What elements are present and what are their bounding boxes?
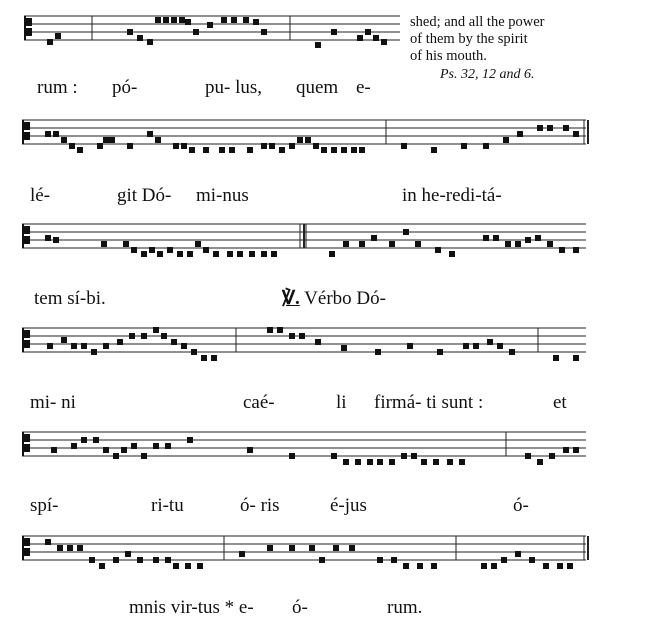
clef-mark xyxy=(24,330,30,338)
neume-note xyxy=(375,349,381,355)
neume-note xyxy=(343,241,349,247)
neume-note xyxy=(331,29,337,35)
neume-note xyxy=(193,29,199,35)
neume-note xyxy=(401,143,407,149)
neume-note xyxy=(153,327,159,333)
neume-note xyxy=(221,17,227,23)
neume-note xyxy=(449,251,455,257)
neume-note xyxy=(103,447,109,453)
lyric-syllable: quem xyxy=(296,77,339,98)
neume-note xyxy=(47,343,53,349)
neume-note xyxy=(403,229,409,235)
neume-note xyxy=(53,131,59,137)
neume-note xyxy=(165,443,171,449)
neume-note xyxy=(243,17,249,23)
neume-note xyxy=(433,459,439,465)
neume-note xyxy=(137,35,143,41)
neume-note xyxy=(557,563,563,569)
neume-note xyxy=(173,143,179,149)
clef-mark xyxy=(24,122,30,130)
neume-note xyxy=(45,131,51,137)
neume-note xyxy=(573,247,579,253)
neume-note xyxy=(67,545,73,551)
neume-note xyxy=(161,333,167,339)
neume-note xyxy=(57,545,63,551)
neume-note xyxy=(227,251,233,257)
neume-note xyxy=(71,443,77,449)
neume-note xyxy=(391,557,397,563)
neume-note xyxy=(195,241,201,247)
neume-note xyxy=(389,459,395,465)
neume-note xyxy=(261,251,267,257)
neume-note xyxy=(329,251,335,257)
lyric-syllable: git Dó- xyxy=(117,185,172,206)
neume-note xyxy=(197,563,203,569)
neume-note xyxy=(207,22,213,28)
neume-note xyxy=(431,563,437,569)
neume-note xyxy=(503,137,509,143)
neume-note xyxy=(77,545,83,551)
neume-note xyxy=(185,19,191,25)
lyric-syllable: pó- xyxy=(112,77,138,98)
clef-mark xyxy=(26,18,32,26)
neume-note xyxy=(407,343,413,349)
neume-note xyxy=(315,42,321,48)
neume-note xyxy=(341,345,347,351)
neume-note xyxy=(53,237,59,243)
neume-note xyxy=(103,137,109,143)
neume-note xyxy=(155,17,161,23)
lyric-syllable: rum : xyxy=(37,77,78,98)
neume-note xyxy=(459,459,465,465)
neume-note xyxy=(537,459,543,465)
neume-note xyxy=(543,563,549,569)
neume-note xyxy=(447,459,453,465)
neume-note xyxy=(319,557,325,563)
neume-note xyxy=(501,557,507,563)
lyric-syllable: ó- ris xyxy=(240,495,280,516)
neume-note xyxy=(167,247,173,253)
neume-note xyxy=(549,453,555,459)
neume-note xyxy=(537,125,543,131)
neume-note xyxy=(315,339,321,345)
neume-note xyxy=(201,355,207,361)
neume-note xyxy=(421,459,427,465)
neume-note xyxy=(563,447,569,453)
lyric-syllable: in he-redi-tá- xyxy=(402,185,502,206)
neume-note xyxy=(331,453,337,459)
neume-note xyxy=(481,563,487,569)
neume-note xyxy=(529,557,535,563)
neume-note xyxy=(247,447,253,453)
neume-note xyxy=(463,343,469,349)
neume-note xyxy=(473,343,479,349)
neume-note xyxy=(309,545,315,551)
neume-note xyxy=(89,557,95,563)
lyric-syllable xyxy=(282,289,386,308)
neume-note xyxy=(341,147,347,153)
neume-note xyxy=(377,459,383,465)
neume-note xyxy=(127,29,133,35)
neume-note xyxy=(125,551,131,557)
neume-note xyxy=(61,137,67,143)
neume-note xyxy=(179,17,185,23)
neume-note xyxy=(97,143,103,149)
neume-note xyxy=(333,545,339,551)
versicle-symbol: ℣. xyxy=(282,288,300,309)
neume-note xyxy=(289,453,295,459)
lyric-syllable: mnis vir-tus * e- xyxy=(129,597,254,618)
neume-note xyxy=(289,545,295,551)
neume-note xyxy=(147,39,153,45)
neume-note xyxy=(279,147,285,153)
neume-note xyxy=(147,131,153,137)
neume-note xyxy=(71,343,77,349)
neume-note xyxy=(129,333,135,339)
clef-mark xyxy=(24,538,30,546)
neume-note xyxy=(203,247,209,253)
neume-note xyxy=(237,251,243,257)
neume-note xyxy=(417,563,423,569)
neume-note xyxy=(487,339,493,345)
neume-note xyxy=(411,453,417,459)
neume-note xyxy=(365,29,371,35)
neume-note xyxy=(185,563,191,569)
neume-note xyxy=(573,355,579,361)
neume-note xyxy=(517,131,523,137)
neume-note xyxy=(231,17,237,23)
translation-line: shed; and all the power xyxy=(410,14,545,30)
neume-note xyxy=(61,337,67,343)
neume-note xyxy=(509,349,515,355)
lyric-syllable: ri-tu xyxy=(151,495,184,516)
neume-note xyxy=(269,143,275,149)
neume-note xyxy=(349,545,355,551)
neume-note xyxy=(229,147,235,153)
neume-note xyxy=(515,551,521,557)
neume-note xyxy=(505,241,511,247)
neume-note xyxy=(45,539,51,545)
lyric-syllable: rum. xyxy=(387,597,423,618)
neume-note xyxy=(189,147,195,153)
neume-note xyxy=(239,551,245,557)
clef-mark xyxy=(26,28,32,36)
neume-note xyxy=(497,343,503,349)
neume-note xyxy=(247,147,253,153)
neume-note xyxy=(493,235,499,241)
neume-note xyxy=(69,143,75,149)
translation-line: of them by the spirit xyxy=(410,31,528,47)
neume-note xyxy=(343,459,349,465)
neume-note xyxy=(535,235,541,241)
neume-note xyxy=(81,437,87,443)
neume-note xyxy=(163,17,169,23)
neume-note xyxy=(155,137,161,143)
neume-note xyxy=(253,19,259,25)
neume-note xyxy=(297,137,303,143)
lyric-syllable: et xyxy=(553,392,567,413)
translation-text xyxy=(410,14,545,65)
lyric-syllable: mi-nus xyxy=(196,185,249,206)
neume-note xyxy=(573,447,579,453)
neume-note xyxy=(271,251,277,257)
lyric-syllable: é-jus xyxy=(330,495,367,516)
neume-note xyxy=(171,339,177,345)
neume-note xyxy=(547,125,553,131)
neume-note xyxy=(187,437,193,443)
neume-note xyxy=(415,241,421,247)
neume-note xyxy=(93,437,99,443)
neume-note xyxy=(171,17,177,23)
clef-mark xyxy=(24,340,30,348)
neume-note xyxy=(331,147,337,153)
neume-note xyxy=(267,545,273,551)
lyric-syllable: spí- xyxy=(30,495,59,516)
neume-note xyxy=(299,333,305,339)
neume-note xyxy=(219,147,225,153)
neume-note xyxy=(127,143,133,149)
neume-note xyxy=(359,147,365,153)
clef-mark xyxy=(24,132,30,140)
neume-note xyxy=(213,251,219,257)
neume-note xyxy=(435,247,441,253)
neume-note xyxy=(203,147,209,153)
translation-line: of his mouth. xyxy=(410,48,487,64)
lyric-syllable: ó- xyxy=(292,597,308,618)
psalm-citation: Ps. 32, 12 and 6. xyxy=(440,67,535,82)
neume-note xyxy=(483,143,489,149)
neume-note xyxy=(355,459,361,465)
neume-note xyxy=(109,137,115,143)
lyric-syllable: caé- xyxy=(243,392,275,413)
neume-note xyxy=(177,251,183,257)
neume-note xyxy=(141,333,147,339)
clef-mark xyxy=(24,434,30,442)
lyric-syllable: firmá- ti sunt : xyxy=(374,392,484,413)
neume-note xyxy=(357,35,363,41)
neume-note xyxy=(117,339,123,345)
neume-note xyxy=(289,333,295,339)
neume-note xyxy=(389,241,395,247)
neume-note xyxy=(367,459,373,465)
lyric-syllable: pu- lus, xyxy=(205,77,262,98)
lyric-syllable: Vérbo Dó- xyxy=(304,288,386,309)
lyric-syllable: ó- xyxy=(513,495,529,516)
clef-mark xyxy=(24,226,30,234)
neume-note xyxy=(99,563,105,569)
neume-note xyxy=(373,35,379,41)
neume-note xyxy=(113,453,119,459)
neume-note xyxy=(261,29,267,35)
lyric-syllable: li xyxy=(336,392,347,413)
neume-note xyxy=(277,327,283,333)
neume-note xyxy=(289,143,295,149)
neume-note xyxy=(51,447,57,453)
neume-note xyxy=(141,453,147,459)
lyric-syllable: e- xyxy=(356,77,371,98)
neume-note xyxy=(123,241,129,247)
neume-note xyxy=(437,349,443,355)
neume-note xyxy=(321,147,327,153)
neume-note xyxy=(113,557,119,563)
neume-note xyxy=(181,343,187,349)
lyric-syllable: tem sí-bi. xyxy=(34,288,106,309)
neume-note xyxy=(55,33,61,39)
neume-note xyxy=(381,39,387,45)
clef-mark xyxy=(24,548,30,556)
neume-note xyxy=(191,349,197,355)
neume-note xyxy=(313,143,319,149)
neume-note xyxy=(141,251,147,257)
neume-note xyxy=(377,557,383,563)
neume-note xyxy=(573,131,579,137)
neume-note xyxy=(403,563,409,569)
neume-note xyxy=(165,557,171,563)
neume-note xyxy=(173,563,179,569)
neume-note xyxy=(515,241,521,247)
clef-mark xyxy=(24,444,30,452)
neume-note xyxy=(137,557,143,563)
neume-note xyxy=(121,447,127,453)
neume-note xyxy=(359,241,365,247)
neume-note xyxy=(371,235,377,241)
neume-note xyxy=(47,39,53,45)
neume-note xyxy=(525,237,531,243)
neume-note xyxy=(101,241,107,247)
neume-note xyxy=(249,251,255,257)
neume-note xyxy=(547,241,553,247)
neume-note xyxy=(553,355,559,361)
neume-note xyxy=(563,125,569,131)
neume-note xyxy=(77,147,83,153)
neume-note xyxy=(559,247,565,253)
lyric-syllable: mi- ni xyxy=(30,392,76,413)
neume-note xyxy=(45,235,51,241)
neume-note xyxy=(181,143,187,149)
neume-note xyxy=(461,143,467,149)
neume-note xyxy=(131,443,137,449)
neume-note xyxy=(305,137,311,143)
neume-note xyxy=(431,147,437,153)
neume-note xyxy=(261,143,267,149)
neume-note xyxy=(567,563,573,569)
neume-note xyxy=(81,343,87,349)
neume-note xyxy=(267,327,273,333)
neume-note xyxy=(131,247,137,253)
neume-note xyxy=(351,147,357,153)
lyric-syllable: lé- xyxy=(30,185,51,206)
neume-note xyxy=(525,453,531,459)
clef-mark xyxy=(24,236,30,244)
neume-note xyxy=(483,235,489,241)
neume-note xyxy=(153,557,159,563)
neume-note xyxy=(491,563,497,569)
neume-note xyxy=(187,251,193,257)
neume-note xyxy=(149,247,155,253)
neume-note xyxy=(103,343,109,349)
neume-note xyxy=(211,355,217,361)
neume-note xyxy=(157,251,163,257)
neume-note xyxy=(401,453,407,459)
neume-note xyxy=(91,349,97,355)
neume-note xyxy=(153,443,159,449)
